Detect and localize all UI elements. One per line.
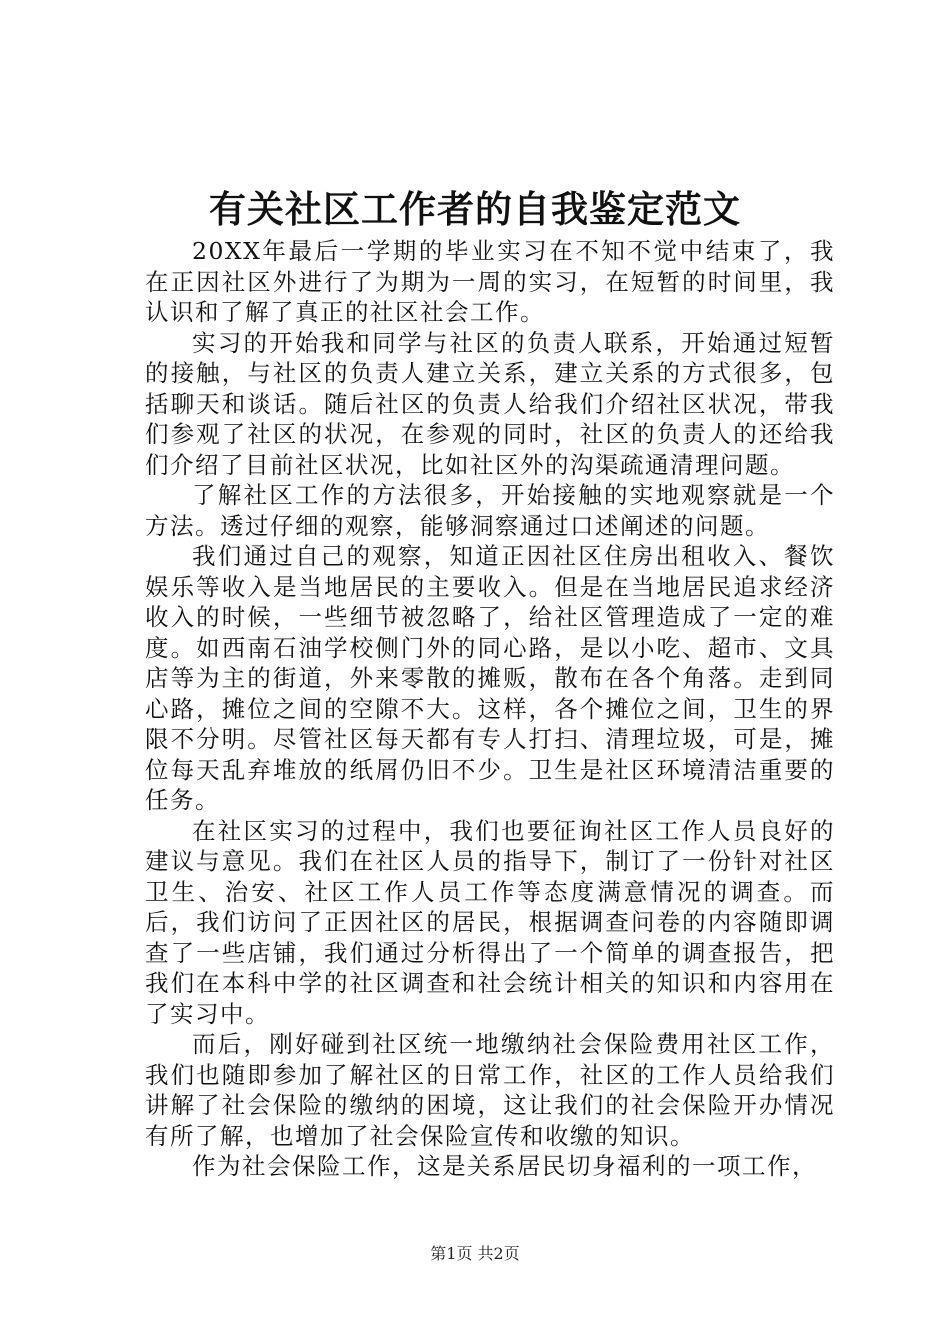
page-footer: 第1页 共2页 — [430, 1244, 520, 1263]
paragraph-1: 20XX年最后一学期的毕业实习在不知不觉中结束了，我在正因社区外进行了为期为一周的实习，在短暂的时间里，我认识和了解了真正的社区社会工作。 — [145, 237, 835, 326]
paragraph-2: 实习的开始我和同学与社区的负责人联系，开始通过短暂的接触，与社区的负责人建立关系，建立关系的方式很多，包括聊天和谈话。随后社区的负责人给我们介绍社区状况，带我们参观了社区的状况，在参观的同时，社区的负责人的还给我们介绍了目前社区状况，比如社区外的沟渠疏通清理问题。 — [145, 328, 835, 479]
paragraph-4: 我们通过自己的观察，知道正因社区住房出租收入、餐饮娱乐等收入是当地居民的主要收入。但是在当地居民追求经济收入的时候，一些细节被忽略了，给社区管理造成了一定的难度。如西南石油学校侧门外的同心路，是以小吃、超市、文具店等为主的街道，外来零散的摊贩，散布在各个角落。走到同心路，摊位之间的空隙不大。这样，各个摊位之间，卫生的界限不分明。尽管社区每天都有专人打扫、清理垃圾，可是，摊位每天乱弃堆放的纸屑仍旧不少。卫生是社区环境清洁重要的任务。 — [145, 542, 835, 814]
document-body — [145, 236, 835, 1182]
paragraph-5: 在社区实习的过程中，我们也要征询社区工作人员良好的建议与意见。我们在社区人员的指导下，制订了一份针对社区卫生、治安、社区工作人员工作等态度满意情况的调查。而后，我们访问了正因社区的居民，根据调查问卷的内容随即调查了一些店铺，我们通过分析得出了一个简单的调查报告，把我们在本科中学的社区调查和社会统计相关的知识和内容用在了实习中。 — [145, 816, 835, 1028]
document-title: 有关社区工作者的自我鉴定范文 — [209, 187, 741, 231]
paragraph-6: 而后，刚好碰到社区统一地缴纳社会保险费用社区工作，我们也随即参加了解社区的日常工作，社区的工作人员给我们讲解了社会保险的缴纳的困境，这让我们的社会保险开办情况有所了解，也增加了社会保险宣传和收缴的知识。 — [145, 1030, 835, 1150]
paragraph-3: 了解社区工作的方法很多，开始接触的实地观察就是一个方法。透过仔细的观察，能够洞察通过口述阐述的问题。 — [145, 481, 835, 540]
paragraph-7: 作为社会保险工作，这是关系居民切身福利的一项工作， — [192, 1152, 817, 1180]
